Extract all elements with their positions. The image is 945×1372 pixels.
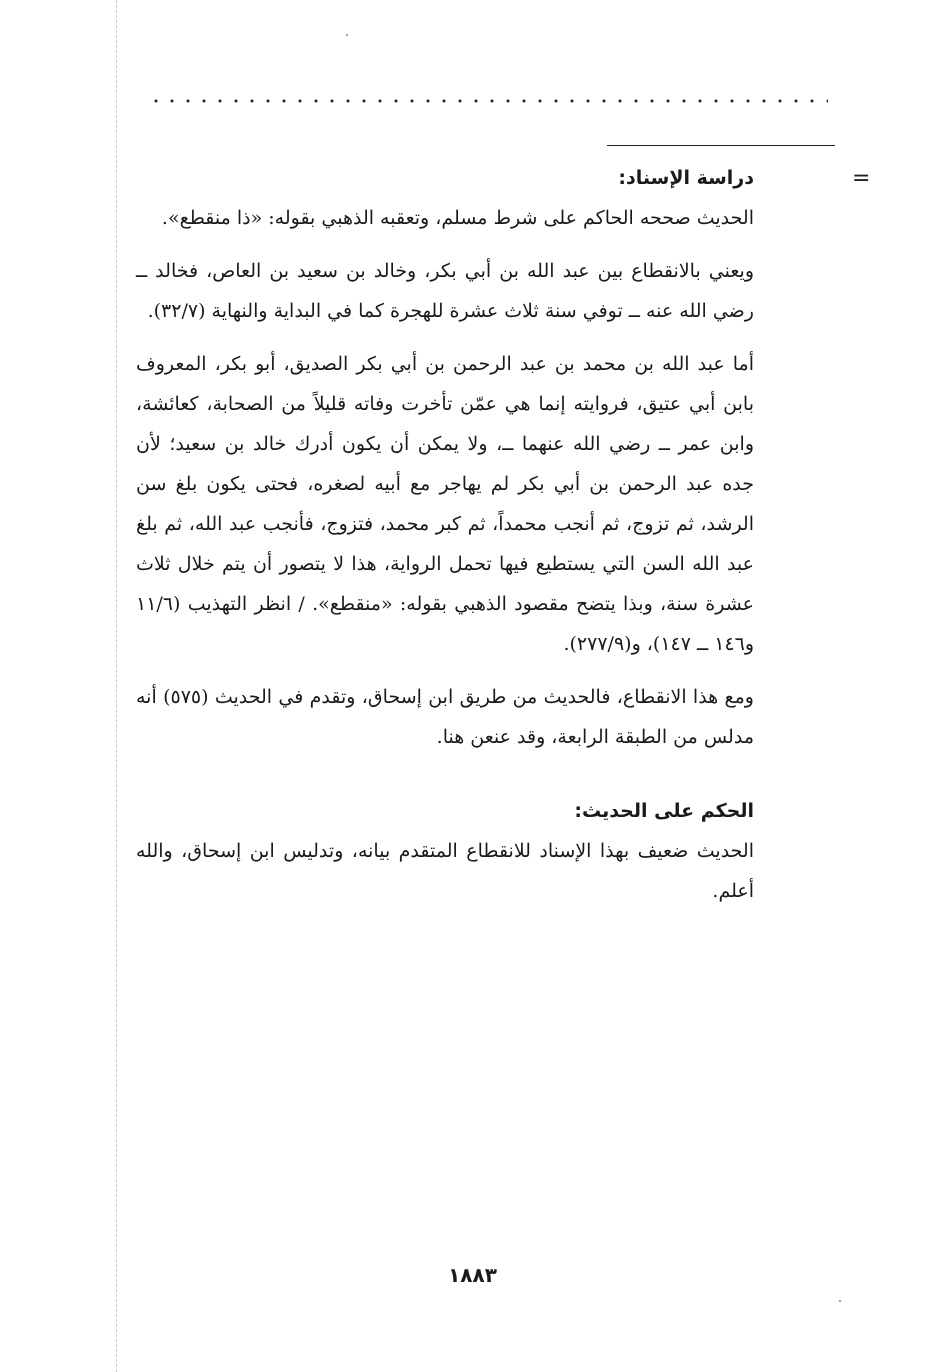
binding-margin-line: [116, 0, 117, 1372]
section-gap: [136, 757, 754, 791]
scan-speck: [839, 1300, 841, 1302]
isnad-paragraph-1: الحديث صححه الحاكم على شرط مسلم، وتعقبه الذهبي بقوله: «ذا منقطع».: [161, 207, 754, 229]
paragraph-gap: [136, 331, 754, 344]
paragraph-gap: [136, 238, 754, 251]
ruling-paragraph: الحديث ضعيف بهذا الإسناد للانقطاع المتقدم بيانه، وتدليس ابن إسحاق، والله أعلم.: [136, 840, 754, 902]
isnad-heading: دراسة الإسناد:: [618, 167, 754, 189]
section-rule: [607, 145, 835, 146]
isnad-paragraph-4: ومع هذا الانقطاع، فالحديث من طريق ابن إسحاق، وتقدم في الحديث (٥٧٥) أنه مدلس من الطبقة الرابعة، وقد عنعن هنا.: [136, 686, 754, 748]
page-body: [136, 158, 754, 911]
continuation-mark: =: [852, 166, 871, 191]
isnad-paragraph-2: ويعني بالانقطاع بين عبد الله بن أبي بكر، وخالد بن سعيد بن العاص، فخالد ــ رضي الله عنه ــ توفي سنة ثلاث عشرة للهجرة كما في البداية والنهاية (٣٢/٧).: [136, 260, 754, 322]
page-number: ١٨٨٣: [448, 1263, 497, 1287]
isnad-paragraph-3: أما عبد الله بن محمد بن عبد الرحمن بن أبي بكر الصديق، أبو بكر، المعروف بابن أبي عتيق، فروايته إنما هي عمّن تأخرت وفاته قليلاً من الصحابة، كعائشة، وابن عمر ــ رضي الله عنهما ــ، ولا يمكن أن يكون أدرك خالد بن سعيد؛ لأن جده عبد الرحمن بن أبي بكر لم يهاجر مع أبيه لصغره، فحتى يكون بلغ سن الرشد، ثم تزوج، ثم أنجب محمداً، ثم كبر محمد، فتزوج، فأنجب عبد الله، ثم بلغ عبد الله السن التي يستطيع فيها تحمل الرواية، هذا لا يتصور أن يتم خلال ثلاث عشرة سنة، وبذا يتضح مقصود الذهبي بقوله: «منقطع». / انظر التهذيب (١١/٦ و١٤٦ ــ ١٤٧)، و(٢٧٧/٩).: [136, 353, 754, 655]
scan-speck: [346, 34, 348, 36]
ruling-heading: الحكم على الحديث:: [574, 800, 754, 822]
dotted-separator: [148, 94, 828, 108]
paragraph-gap: [136, 664, 754, 677]
